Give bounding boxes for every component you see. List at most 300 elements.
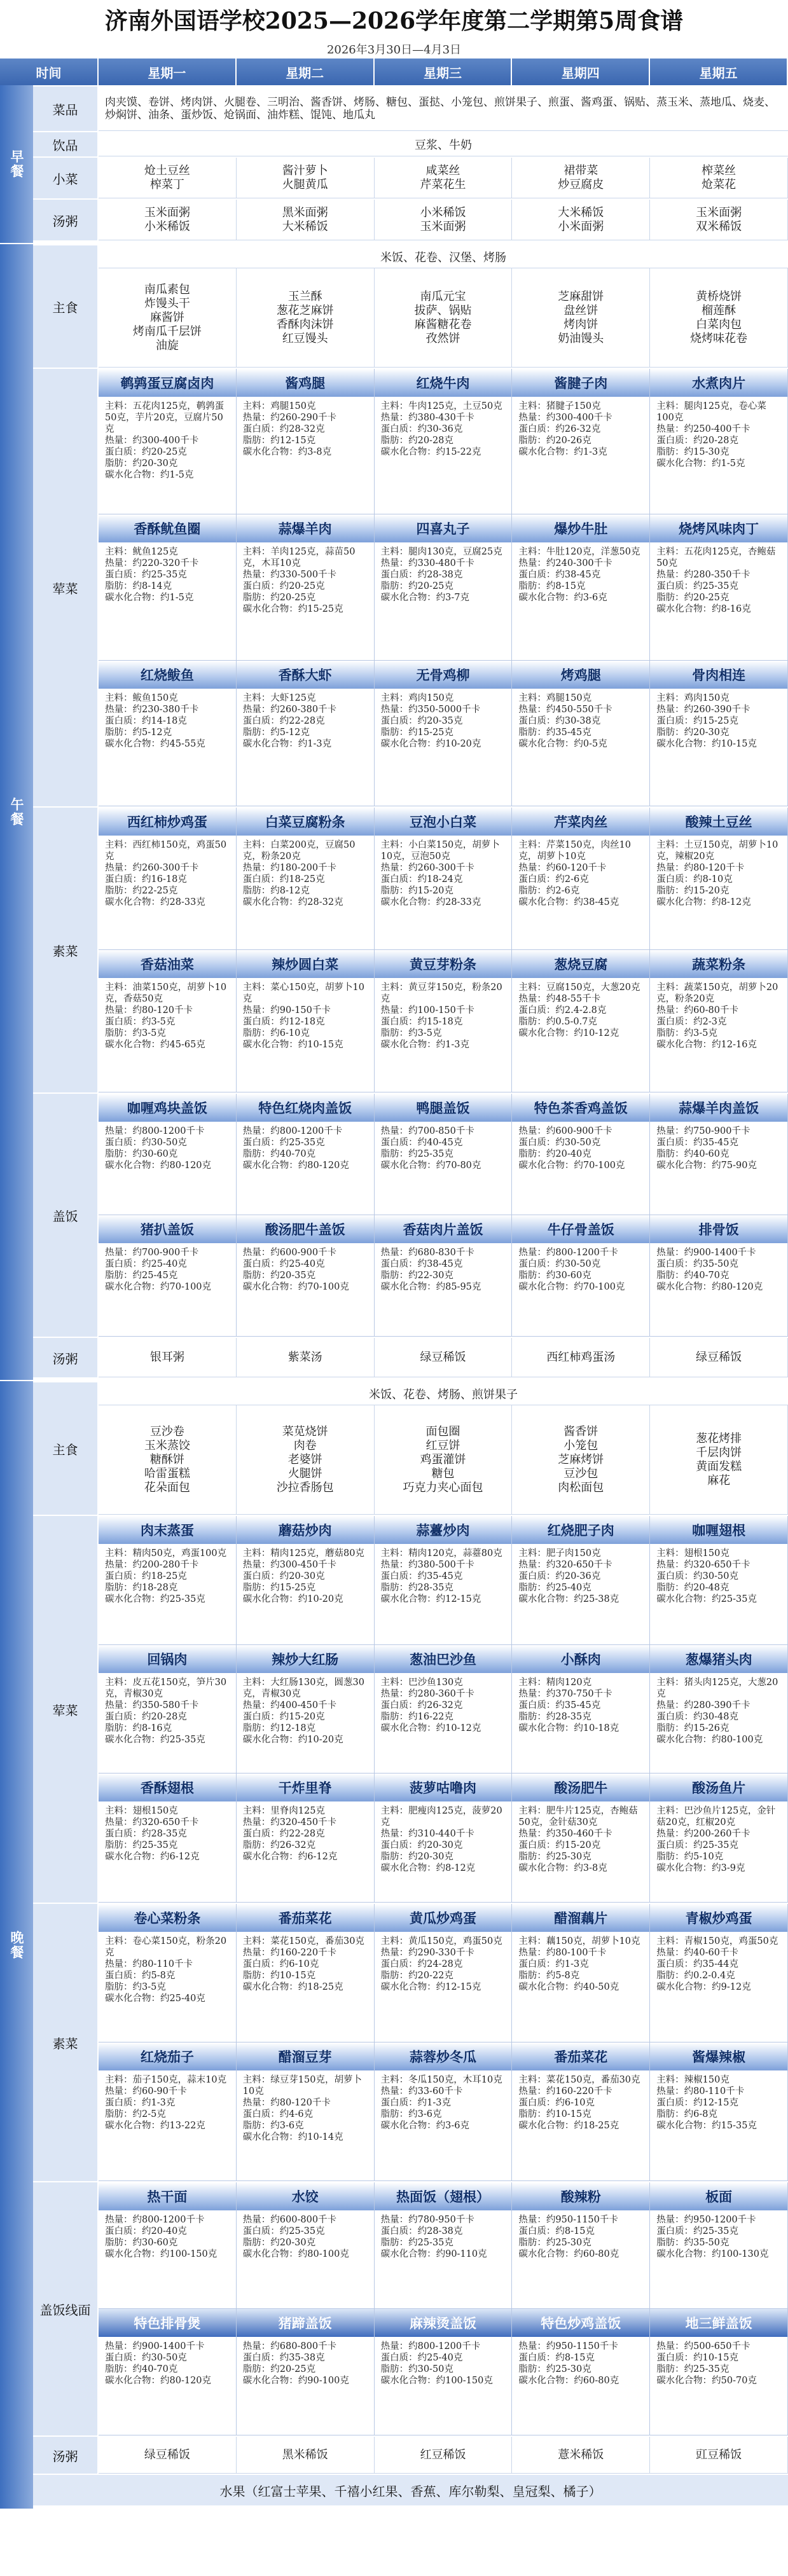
menu-item: 炒豆腐皮 [558, 177, 604, 191]
dish-name: 小酥肉 [512, 1645, 649, 1673]
dish-card [237, 2309, 375, 2435]
day-cell [237, 1338, 375, 1377]
menu-item: 火腿黄瓜 [282, 177, 328, 191]
dish-name: 红烧鲅鱼 [99, 661, 236, 689]
menu-item: 绿豆稀饭 [144, 2448, 190, 2462]
dish-nutrition: 主料：鸡肉150克 热量：约350-5000千卡 蛋白质：约20-35克 脂肪：约15-25克 碳水化合物：约10-20克 [380, 692, 481, 749]
menu-item: 老婆饼 [287, 1452, 322, 1466]
dish-name: 猪蹄盖饭 [237, 2309, 374, 2337]
dish-name: 烤鸡腿 [512, 661, 649, 689]
dish-nutrition: 主料：土豆150克，胡萝卜10克，辣椒20克 热量：约80-120千卡 蛋白质：约8-10克 脂肪：约15-20克 碳水化合物：约8-12克 [656, 840, 778, 907]
dish-card [650, 1904, 788, 2042]
dish-card [512, 1774, 650, 1903]
dish-nutrition: 主料：青椒150克，鸡蛋50克 热量：约40-60千卡 蛋白质：约35-44克 脂肪：约0.2-0.4克 碳水化合物：约9-12克 [656, 1936, 778, 1992]
dish-card [512, 1516, 650, 1645]
dish-nutrition: 主料：黄瓜150克，鸡蛋50克 热量：约290-330千卡 蛋白质：约24-28克 脂肪：约20-22克 碳水化合物：约12-15克 [380, 1936, 502, 1992]
menu-item: 糖酥饼 [149, 1452, 184, 1466]
dish-card [375, 808, 513, 950]
dish-card [99, 1215, 237, 1337]
dish-nutrition: 热量：约600-900千卡 蛋白质：约30-50克 脂肪：约20-40克 碳水化合物：约70-100克 [518, 1126, 625, 1171]
dish-nutrition: 主料：猪头肉125克，大葱20克 热量：约280-390千卡 蛋白质：约30-48克 脂肪：约15-26克 碳水化合物：约80-100克 [656, 1677, 778, 1745]
dish-name: 酱爆辣椒 [650, 2042, 787, 2070]
dish-card [237, 1215, 375, 1337]
dish-name: 干炸里脊 [237, 1774, 374, 1801]
dish-card [237, 514, 375, 660]
day-cell [512, 268, 650, 368]
dish-card [99, 369, 237, 514]
dish-card [650, 1774, 788, 1903]
dish-card [99, 2309, 237, 2435]
dish-nutrition: 主料：菜花150克，番茄30克 热量：约160-220千卡 蛋白质：约6-10克 脂肪：约10-15克 碳水化合物：约18-25克 [242, 1936, 364, 1992]
dish-name: 酱鸡腿 [237, 369, 374, 397]
dish-name: 鸭腿盖饭 [375, 1094, 512, 1122]
menu-item: 麻酱糖花卷 [414, 317, 472, 331]
dish-nutrition: 热量：约800-1200千卡 蛋白质：约25-40克 脂肪：约30-50克 碳水化合物：约100-150克 [380, 2341, 493, 2386]
dish-card [99, 2042, 237, 2181]
menu-item: 油旋 [155, 338, 179, 352]
section-label: 素菜 [33, 1904, 99, 2181]
section-label: 主食 [33, 245, 99, 368]
lunch-veg-row [33, 806, 788, 1092]
dish-nutrition: 热量：约800-1200千卡 蛋白质：约30-50克 脂肪：约30-60克 碳水化合物：约80-120克 [105, 1126, 212, 1171]
dish-card [650, 1645, 788, 1774]
menu-item: 紫菜汤 [287, 1350, 322, 1364]
dish-nutrition: 主料：绿豆芽150克，胡萝卜10克 热量：约80-120千卡 蛋白质：约4-6克 脂肪：约3-6克 碳水化合物：约10-14克 [242, 2075, 362, 2142]
dish-card [375, 1516, 513, 1645]
dish-card [375, 1094, 513, 1215]
dish-nutrition: 主料：腿肉130克，豆腐25克 热量：约330-480千卡 蛋白质：约28-38克 脂肪：约20-25克 碳水化合物：约3-7克 [380, 547, 502, 603]
breakfast-soup-row [33, 198, 788, 240]
dish-card [512, 1904, 650, 2042]
dish-card [512, 514, 650, 660]
dish-card [237, 1516, 375, 1645]
dish-nutrition: 热量：约900-1400千卡 蛋白质：约35-50克 脂肪：约40-70克 碳水化合物：约80-120克 [656, 1248, 763, 1292]
menu-item: 鸡蛋灌饼 [420, 1452, 466, 1466]
dish-card [99, 1516, 237, 1645]
dish-nutrition: 主料：皮五花150克，笋片30克，青椒30克 热量：约350-580千卡 蛋白质：约20-28克 脂肪：约8-16克 碳水化合物：约25-35克 [105, 1677, 227, 1745]
menu-item: 千层肉饼 [696, 1445, 742, 1459]
lunch-veg-dishes [99, 808, 788, 1092]
day-cell [99, 1405, 237, 1515]
dish-name: 咖喱翅根 [650, 1516, 787, 1544]
dish-name: 特色红烧肉盖饭 [237, 1094, 374, 1122]
dish-card [99, 661, 237, 806]
dish-name: 香菇肉片盖饭 [375, 1215, 512, 1243]
dish-card [375, 369, 513, 514]
menu-item: 芝麻烤饼 [558, 1452, 604, 1466]
day-cell [650, 268, 788, 368]
dish-card [512, 369, 650, 514]
dinner-staple-row [33, 1381, 788, 1515]
dish-nutrition: 热量：约950-1200千卡 蛋白质：约25-35克 脂肪：约35-50克 碳水化合物：约100-130克 [656, 2215, 769, 2259]
day-cell [512, 1405, 650, 1515]
dinner-meat-dishes [99, 1516, 788, 1903]
dish-card [512, 808, 650, 950]
dinner-staples [99, 1405, 788, 1515]
dish-name: 地三鲜盖饭 [650, 2309, 787, 2337]
dish-nutrition: 主料：油菜150克，胡萝卜10克，香菇50克 热量：约80-120千卡 蛋白质：约3-5克 脂肪：约3-5克 碳水化合物：约45-65克 [105, 982, 227, 1050]
dish-row [99, 1904, 788, 2042]
dish-card [512, 2309, 650, 2435]
dish-card [375, 2042, 513, 2181]
menu-item: 红豆馒头 [282, 331, 328, 345]
menu-item: 大米稀饭 [282, 219, 328, 233]
dish-nutrition: 主料：白菜200克，豆腐50克，粉条20克 热量：约180-200千卡 蛋白质：约18-25克 脂肪：约8-12克 碳水化合物：约28-32克 [242, 840, 356, 907]
dish-card [650, 369, 788, 514]
dish-card [650, 2042, 788, 2181]
menu-item: 绿豆稀饭 [696, 1350, 742, 1364]
day-cell [237, 200, 375, 240]
menu-item: 红豆饼 [425, 1438, 460, 1452]
dish-nutrition: 热量：约750-900千卡 蛋白质：约35-45克 脂肪：约40-60克 碳水化合物：约75-90克 [656, 1126, 757, 1171]
dish-card [99, 950, 237, 1092]
section-label: 汤粥 [33, 1338, 99, 1377]
dish-card [99, 1774, 237, 1903]
menu-item: 奶油馒头 [558, 331, 604, 345]
menu-item: 哈雷蛋糕 [144, 1466, 190, 1480]
dish-nutrition: 主料：精肉120克 热量：约370-750千卡 蛋白质：约35-45克 脂肪：约28-35克 碳水化合物：约10-18克 [518, 1677, 619, 1733]
dish-card [99, 1645, 237, 1774]
dish-nutrition: 主料：小白菜150克，胡萝卜10克，豆泡50克 热量：约260-300千卡 蛋白质：约18-24克 脂肪：约15-20克 碳水化合物：约28-33克 [380, 840, 500, 907]
dish-nutrition: 主料：精肉50克，鸡蛋100克 热量：约200-280千卡 蛋白质：约18-25克 脂肪：约18-28克 碳水化合物：约25-35克 [105, 1548, 227, 1604]
menu-item: 糖包 [431, 1466, 455, 1480]
dish-nutrition: 主料：鸡腿150克 热量：约260-290千卡 蛋白质：约28-32克 脂肪：约12-15克 碳水化合物：约3-8克 [242, 401, 337, 457]
menu-item: 酱汁萝卜 [282, 163, 328, 177]
dish-nutrition: 主料：精肉125克，蘑菇80克 热量：约300-450千卡 蛋白质：约20-30克 脂肪：约15-25克 碳水化合物：约10-20克 [242, 1548, 364, 1604]
day-cell [650, 1405, 788, 1515]
menu-item: 小米面粥 [558, 219, 604, 233]
menu-item: 芝麻甜饼 [558, 289, 604, 303]
menu-item: 芹菜花生 [420, 177, 466, 191]
menu-item: 榨菜丝 [702, 163, 736, 177]
dish-name: 蔬菜粉条 [650, 950, 787, 978]
menu-item: 肉卷 [293, 1438, 317, 1452]
menu-item: 红豆稀饭 [420, 2448, 466, 2462]
dinner-rice-bowls [99, 2182, 788, 2435]
dish-nutrition: 热量：约800-1200千卡 蛋白质：约30-50克 脂肪：约30-60克 碳水化合物：约70-100克 [518, 1248, 625, 1292]
dish-card [512, 950, 650, 1092]
menu-item: 豆沙卷 [149, 1424, 184, 1438]
lunch-rice-row [33, 1092, 788, 1337]
dish-nutrition: 热量：约600-900千卡 蛋白质：约25-40克 脂肪：约20-35克 碳水化合物：约70-100克 [242, 1248, 349, 1292]
dinner-veg-row [33, 1903, 788, 2181]
dish-name: 酸汤肥牛 [512, 1774, 649, 1801]
menu-item: 火腿饼 [287, 1466, 322, 1480]
dinner-staple-bar: 米饭、花卷、烤肠、煎饼果子 [99, 1382, 788, 1405]
dish-nutrition: 热量：约680-830千卡 蛋白质：约38-45克 脂肪：约22-30克 碳水化合物：约85-95克 [380, 1248, 481, 1292]
dish-card [237, 950, 375, 1092]
dinner-soups [99, 2437, 788, 2474]
dish-card [237, 2042, 375, 2181]
dish-nutrition: 主料：鸡肉150克 热量：约260-390千卡 蛋白质：约15-25克 脂肪：约20-30克 碳水化合物：约10-15克 [656, 692, 757, 749]
dish-name: 菠萝咕噜肉 [375, 1774, 512, 1801]
day-cell [512, 2437, 650, 2474]
menu-item: 烧烤味花卷 [690, 331, 748, 345]
dish-name: 蒜薹炒肉 [375, 1516, 512, 1544]
dish-nutrition: 热量：约800-1200千卡 蛋白质：约20-40克 脂肪：约30-60克 碳水化合物：约100-150克 [105, 2215, 218, 2259]
menu-item: 小米稀饭 [144, 219, 190, 233]
dish-nutrition: 热量：约900-1400千卡 蛋白质：约30-50克 脂肪：约40-70克 碳水化合物：约80-120克 [105, 2341, 212, 2386]
day-cell [512, 200, 650, 240]
menu-item: 黑米稀饭 [282, 2448, 328, 2462]
day-cell [375, 2437, 513, 2474]
dish-nutrition: 主料：里脊肉125克 热量：约320-450千卡 蛋白质：约22-28克 脂肪：约26-32克 碳水化合物：约6-12克 [242, 1806, 338, 1863]
dish-name: 芹菜肉丝 [512, 808, 649, 836]
dish-name: 葱烧豆腐 [512, 950, 649, 978]
dish-row [99, 661, 788, 806]
dish-nutrition: 主料：豆腐150克，大葱20克 热量：约48-55千卡 蛋白质：约2.4-2.8克 脂肪：约0.5-0.7克 碳水化合物：约10-12克 [518, 982, 640, 1038]
dinner-soup-row [33, 2435, 788, 2474]
menu-item: 拔萨、锅贴 [414, 303, 472, 317]
dish-nutrition: 主料：辣椒150克 热量：约80-110千卡 蛋白质：约12-15克 脂肪：约6-8克 碳水化合物：约15-35克 [656, 2075, 757, 2131]
menu-item: 榨菜丁 [149, 177, 184, 191]
breakfast-sides-row [33, 156, 788, 198]
header-day: 星期二 [237, 59, 375, 85]
section-label: 汤粥 [33, 200, 99, 240]
menu-item: 麻酱饼 [149, 310, 184, 324]
menu-item: 小米稀饭 [420, 205, 466, 219]
menu-item: 肉松面包 [558, 1480, 604, 1494]
dish-nutrition: 主料：芹菜150克，肉丝10克，胡萝卜10克 热量：约60-120千卡 蛋白质：约2-6克 脂肪：约2-6克 碳水化合物：约38-45克 [518, 840, 632, 907]
dish-name: 无骨鸡柳 [375, 661, 512, 689]
dish-row [99, 514, 788, 660]
dish-row [99, 1645, 788, 1774]
menu-item: 麻花 [707, 1473, 731, 1487]
dish-name: 番茄菜花 [237, 1904, 374, 1932]
dish-name: 葱爆猪头肉 [650, 1645, 787, 1673]
dish-name: 豆泡小白菜 [375, 808, 512, 836]
header-day: 星期一 [99, 59, 237, 85]
dish-name: 白菜豆腐粉条 [237, 808, 374, 836]
dish-nutrition: 主料：大虾125克 热量：约260-380千卡 蛋白质：约22-28克 脂肪：约5-12克 碳水化合物：约1-3克 [242, 692, 337, 749]
lunch-rice-bowls [99, 1094, 788, 1337]
dish-name: 麻辣烫盖饭 [375, 2309, 512, 2337]
dish-name: 肉末蒸蛋 [99, 1516, 236, 1544]
breakfast-drinks: 豆浆、牛奶 [99, 132, 788, 156]
dish-card [375, 1645, 513, 1774]
date-range: 2026年3月30日—4月3日 [326, 43, 462, 57]
dish-name: 黄瓜炒鸡蛋 [375, 1904, 512, 1932]
dish-nutrition: 热量：约950-1150千卡 蛋白质：约8-15克 脂肪：约25-30克 碳水化合物：约60-80克 [518, 2341, 619, 2386]
section-label: 盖饭 [33, 1094, 99, 1337]
lunch-staples [99, 268, 788, 368]
dish-name: 四喜丸子 [375, 514, 512, 542]
dish-name: 热面饭（翅根） [375, 2182, 512, 2210]
day-cell [99, 268, 237, 368]
day-cell [650, 1338, 788, 1377]
dish-nutrition: 热量：约600-800千卡 蛋白质：约25-35克 脂肪：约20-30克 碳水化合物：约80-100克 [242, 2215, 349, 2259]
dish-row [99, 2042, 788, 2181]
dish-name: 特色茶香鸡盖饭 [512, 1094, 649, 1122]
dish-name: 卷心菜粉条 [99, 1904, 236, 1932]
dish-name: 酱腱子肉 [512, 369, 649, 397]
day-cell [650, 158, 788, 198]
dish-row [99, 2182, 788, 2309]
menu-item: 小笼包 [563, 1438, 598, 1452]
header-day: 星期五 [650, 59, 788, 85]
dish-nutrition: 主料：五花肉125克，杏鲍菇50克 热量：约280-350千卡 蛋白质：约25-35克 脂肪：约20-25克 碳水化合物：约8-16克 [656, 547, 776, 615]
section-label: 荤菜 [33, 369, 99, 806]
dish-card [512, 2182, 650, 2309]
dinner-rice-row [33, 2181, 788, 2435]
lunch-soup-row [33, 1337, 788, 1377]
dish-card [375, 1904, 513, 2042]
dish-nutrition: 主料：蔬菜150克，胡萝卜20克，粉条20克 热量：约60-80千卡 蛋白质：约2-3克 脂肪：约3-5克 碳水化合物：约12-16克 [656, 982, 778, 1050]
header-time: 时间 [0, 59, 99, 85]
dish-card [237, 1094, 375, 1215]
dish-name: 热干面 [99, 2182, 236, 2210]
day-cell [512, 158, 650, 198]
dish-nutrition: 主料：菜花150克，番茄30克 热量：约160-220千卡 蛋白质：约6-10克 脂肪：约10-15克 碳水化合物：约18-25克 [518, 2075, 640, 2131]
day-cell [650, 200, 788, 240]
dish-card [237, 808, 375, 950]
breakfast-drinks-row [33, 131, 788, 156]
dish-nutrition: 热量：约700-850千卡 蛋白质：约40-45克 脂肪：约25-35克 碳水化合物：约70-80克 [380, 1126, 481, 1171]
dish-name: 排骨饭 [650, 1215, 787, 1243]
lunch-meat-dishes [99, 369, 788, 806]
section-label: 小菜 [33, 158, 99, 198]
dish-row [99, 2309, 788, 2435]
page-title: 济南外国语学校2025—2026学年度第二学期第5周食谱 [104, 8, 684, 34]
dish-nutrition: 主料：卷心菜150克，粉条20克 热量：约80-110千卡 蛋白质：约5-8克 脂肪：约3-5克 碳水化合物：约25-40克 [105, 1936, 227, 2004]
menu-item: 双米稀饭 [696, 219, 742, 233]
day-cell [237, 2437, 375, 2474]
dish-card [512, 1215, 650, 1337]
header-day: 星期四 [512, 59, 650, 85]
dish-nutrition: 主料：牛肚120克，洋葱50克 热量：约240-300千卡 蛋白质：约38-45克 脂肪：约8-15克 碳水化合物：约3-6克 [518, 547, 640, 603]
section-label: 盖饭线面 [33, 2182, 99, 2435]
dish-row [99, 369, 788, 514]
breakfast-dishes-row [33, 85, 788, 131]
dish-nutrition: 主料：翅根150克 热量：约320-650千卡 蛋白质：约30-50克 脂肪：约20-48克 碳水化合物：约25-35克 [656, 1548, 757, 1604]
day-cell [650, 2437, 788, 2474]
dish-name: 水饺 [237, 2182, 374, 2210]
section-label: 主食 [33, 1382, 99, 1515]
menu-item: 烤南瓜千层饼 [132, 324, 202, 338]
dish-card [512, 1094, 650, 1215]
dish-name: 板面 [650, 2182, 787, 2210]
menu-item: 南瓜素包 [144, 282, 190, 296]
dish-nutrition: 主料：猪腱子150克 热量：约300-400千卡 蛋白质：约26-32克 脂肪：约20-26克 碳水化合物：约1-3克 [518, 401, 612, 457]
dish-card [375, 950, 513, 1092]
section-label: 菜品 [33, 86, 99, 131]
dish-card [375, 661, 513, 806]
menu-item: 裙带菜 [563, 163, 598, 177]
dish-name: 猪扒盖饭 [99, 1215, 236, 1243]
dish-nutrition: 主料：巴沙鱼片125克，金针菇20克，红椒20克 热量：约200-260千卡 蛋白质：约25-35克 脂肪：约5-10克 碳水化合物：约3-9克 [656, 1806, 776, 1874]
menu-item: 西红柿鸡蛋汤 [546, 1350, 616, 1364]
dish-card [650, 2309, 788, 2435]
dish-row [99, 950, 788, 1092]
dish-nutrition: 主料：翅根150克 热量：约320-650千卡 蛋白质：约28-35克 脂肪：约25-35克 碳水化合物：约6-12克 [105, 1806, 200, 1863]
menu-item: 银耳粥 [149, 1350, 184, 1364]
lunch-meat-row [33, 368, 788, 806]
dish-card [512, 2042, 650, 2181]
menu-item: 黑米面粥 [282, 205, 328, 219]
menu-item: 白菜肉包 [696, 317, 742, 331]
menu-item: 花朵面包 [144, 1480, 190, 1494]
menu-item: 香酥肉沫饼 [276, 317, 334, 331]
day-cell [375, 200, 513, 240]
dish-card [650, 808, 788, 950]
menu-item: 黄面发糕 [696, 1459, 742, 1473]
dish-name: 特色炒鸡盖饭 [512, 2309, 649, 2337]
dish-name: 青椒炒鸡蛋 [650, 1904, 787, 1932]
dish-nutrition: 热量：约700-900千卡 蛋白质：约25-40克 脂肪：约25-45克 碳水化合物：约70-100克 [105, 1248, 212, 1292]
dish-nutrition: 热量：约950-1150千卡 蛋白质：约8-15克 脂肪：约25-30克 碳水化合物：约60-80克 [518, 2215, 619, 2259]
dish-card [99, 514, 237, 660]
dish-name: 酸汤肥牛盖饭 [237, 1215, 374, 1243]
menu-item: 葱花烤排 [696, 1431, 742, 1445]
dish-card [237, 661, 375, 806]
dish-card [99, 808, 237, 950]
dish-card [237, 369, 375, 514]
menu-item: 酱香饼 [563, 1424, 598, 1438]
menu-item: 巧克力夹心面包 [403, 1480, 483, 1494]
day-cell [99, 158, 237, 198]
menu-item: 南瓜元宝 [420, 289, 466, 303]
menu-item: 菜苋烧饼 [282, 1424, 328, 1438]
dish-nutrition: 热量：约500-650千卡 蛋白质：约10-15克 脂肪：约25-35克 碳水化合物：约50-70克 [656, 2341, 757, 2386]
menu-item: 面包圈 [425, 1424, 460, 1438]
dish-name: 水煮肉片 [650, 369, 787, 397]
day-cell [237, 1405, 375, 1515]
lunch-soups [99, 1338, 788, 1377]
dish-card [237, 2182, 375, 2309]
dish-card [237, 1774, 375, 1903]
day-cell [99, 2437, 237, 2474]
lunch-section [0, 244, 788, 1381]
dish-name: 香菇油菜 [99, 950, 236, 978]
dish-name: 骨肉相连 [650, 661, 787, 689]
menu-item: 大米稀饭 [558, 205, 604, 219]
day-cell [512, 1338, 650, 1377]
dish-nutrition: 热量：约680-800千卡 蛋白质：约35-38克 脂肪：约20-25克 碳水化合物：约90-100克 [242, 2341, 349, 2386]
dish-name: 红烧肥子肉 [512, 1516, 649, 1544]
menu-item: 沙拉香肠包 [276, 1480, 334, 1494]
dish-name: 牛仔骨盖饭 [512, 1215, 649, 1243]
dish-nutrition: 主料：巴沙鱼130克 热量：约280-360千卡 蛋白质：约26-32克 脂肪：约16-22克 碳水化合物：约10-12克 [380, 1677, 481, 1733]
table-header [0, 59, 788, 85]
dish-name: 香酥大虾 [237, 661, 374, 689]
dish-nutrition: 主料：鲅鱼150克 热量：约230-380千卡 蛋白质：约14-18克 脂肪：约5-12克 碳水化合物：约45-55克 [105, 692, 205, 749]
dish-nutrition: 热量：约800-1200千卡 蛋白质：约25-35克 脂肪：约40-70克 碳水化合物：约80-120克 [242, 1126, 349, 1171]
meal-label: 早餐 [0, 85, 33, 243]
dish-card [375, 1774, 513, 1903]
dish-nutrition: 主料：肥牛片125克，杏鲍菇50克，金针菇30克 热量：约350-460千卡 蛋白质：约15-20克 脂肪：约25-30克 碳水化合物：约3-8克 [518, 1806, 638, 1874]
meal-label: 晚餐 [0, 1381, 33, 2509]
dish-name: 辣炒大红肠 [237, 1645, 374, 1673]
dish-nutrition: 主料：精肉120克，蒜薹80克 热量：约380-500千卡 蛋白质：约35-45克 脂肪：约28-35克 碳水化合物：约12-15克 [380, 1548, 502, 1604]
dinner-section [0, 1381, 788, 2510]
day-cell [375, 158, 513, 198]
dish-name: 辣炒圆白菜 [237, 950, 374, 978]
dish-name: 酸辣粉 [512, 2182, 649, 2210]
dish-name: 番茄菜花 [512, 2042, 649, 2070]
day-cell [237, 268, 375, 368]
breakfast-section [0, 85, 788, 244]
dish-row [99, 1215, 788, 1337]
dish-card [237, 1904, 375, 2042]
dish-row [99, 808, 788, 950]
dish-nutrition: 主料：茄子150克，蒜末10克 热量：约60-90千卡 蛋白质：约1-3克 脂肪：约2-5克 碳水化合物：约13-22克 [105, 2075, 227, 2131]
menu-item: 盘丝饼 [563, 303, 598, 317]
dish-row [99, 1774, 788, 1903]
menu-item: 咸菜丝 [425, 163, 460, 177]
menu-item: 炝菜花 [702, 177, 736, 191]
menu-item: 黄桥烧饼 [696, 289, 742, 303]
dish-row [99, 1516, 788, 1645]
